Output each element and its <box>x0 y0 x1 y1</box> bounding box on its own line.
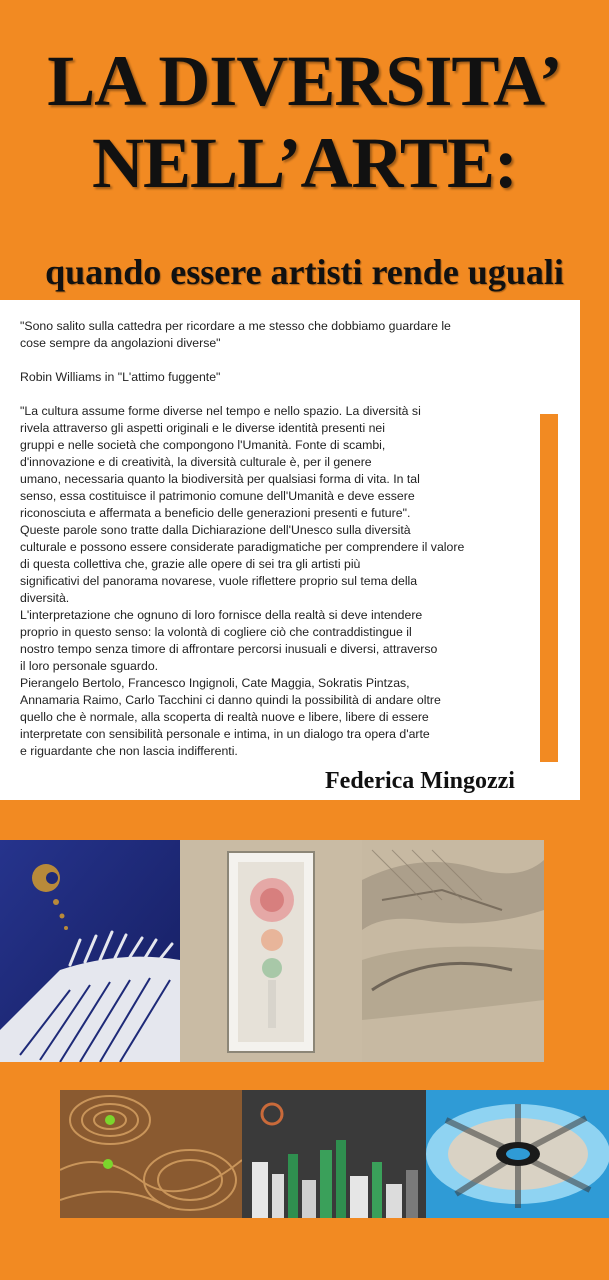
body-text <box>20 318 530 760</box>
body-line: diversità. <box>20 591 70 605</box>
body-line: quello che è normale, alla scoperta di realtà nuove e libere, libere di essere <box>20 710 429 724</box>
body-line: culturale e possono essere considerate paradigmatiche per comprendere il valore <box>20 540 465 554</box>
body-line: e riguardante che non lascia indifferenti. <box>20 744 238 758</box>
body-line: umano, necessaria quanto la biodiversità per qualsiasi forma di vita. In tal <box>20 472 420 486</box>
body-line: il loro personale sguardo. <box>20 659 159 673</box>
quote-line: "Sono salito sulla cattedra per ricordare a me stesso che dobbiamo guardare le <box>20 319 451 333</box>
body-line: L'interpretazione che ognuno di loro fornisce della realtà si deve intendere <box>20 608 423 622</box>
body-line: d'innovazione e di creatività, la diversità culturale è, per il genere <box>20 455 372 469</box>
artwork-textured-bone <box>362 840 544 1062</box>
body-line: significativi del panorama novarese, vuole riflettere proprio sul tema della <box>20 574 418 588</box>
accent-bar <box>540 414 558 762</box>
poster-title <box>0 40 609 204</box>
title-line-2: NELL’ARTE: <box>92 123 517 203</box>
body-line: Pierangelo Bertolo, Francesco Ingignoli, Cate Maggia, Sokratis Pintzas, <box>20 676 410 690</box>
body-line: riconosciuta e affermata a beneficio delle generazioni presenti e future". <box>20 506 411 520</box>
body-line: di questa collettiva che, grazie alle opere di sei tra gli artisti più <box>20 557 361 571</box>
artwork-wood-spiral <box>60 1090 242 1218</box>
body-line: "La cultura assume forme diverse nel tempo e nello spazio. La diversità si <box>20 404 421 418</box>
body-line: senso, essa costituisce il patrimonio comune dell'Umanità e deve essere <box>20 489 415 503</box>
body-line: interpretate con sensibilità personale e intima, in un dialogo tra opera d'arte <box>20 727 430 741</box>
title-line-1: LA DIVERSITA’ <box>47 41 562 121</box>
body-line: proprio in questo senso: la volontà di cogliere ciò che contraddistingue il <box>20 625 412 639</box>
poster-subtitle: quando essere artisti rende uguali <box>45 252 564 292</box>
artwork-blue-abstract <box>0 840 180 1062</box>
body-line: Queste parole sono tratte dalla Dichiarazione dell'Unesco sulla diversità <box>20 523 411 537</box>
artwork-radial-eye <box>426 1090 609 1218</box>
body-line: Annamaria Raimo, Carlo Tacchini ci danno quindi la possibilità di andare oltre <box>20 693 441 707</box>
artwork-circuit-city <box>242 1090 426 1218</box>
author-signature: Federica Mingozzi <box>325 768 515 794</box>
body-line: rivela attraverso gli aspetti originali e le diverse identità presenti nei <box>20 421 385 435</box>
artwork-traffic-light-relief <box>180 840 362 1062</box>
quote-line: cose sempre da angolazioni diverse" <box>20 336 221 350</box>
body-line: nostro tempo senza timore di affrontare percorsi inusuali e diversi, attraverso <box>20 642 438 656</box>
quote-attribution: Robin Williams in "L'attimo fuggente" <box>20 370 221 384</box>
body-line: gruppi e nelle società che compongono l'Umanità. Fonte di scambi, <box>20 438 386 452</box>
